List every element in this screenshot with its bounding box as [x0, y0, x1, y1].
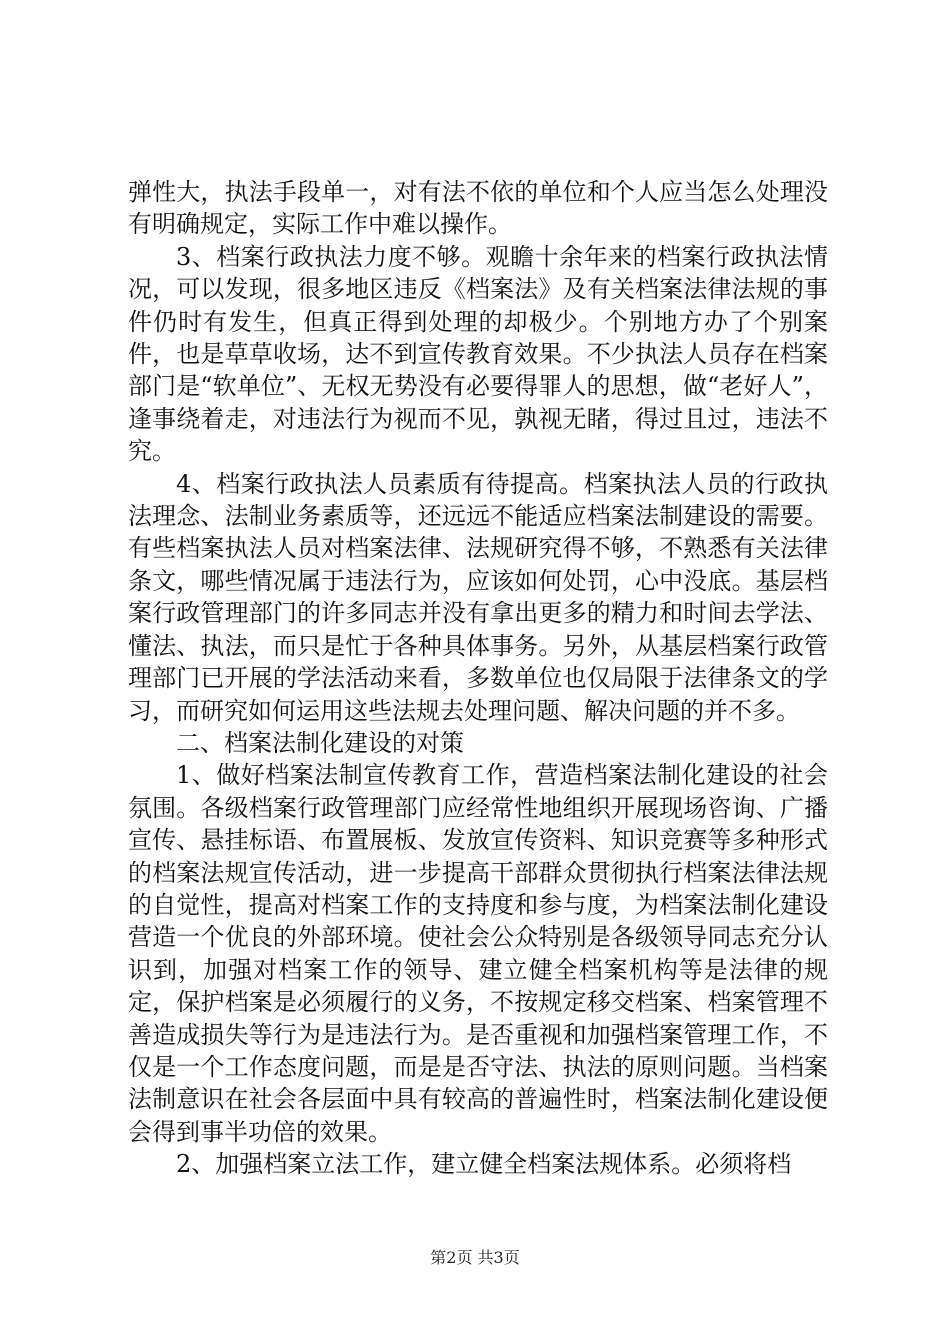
paragraph-point-4: 4、档案行政执法人员素质有待提高。档案执法人员的行政执法理念、法制业务素质等，还远远不能适应档案法制建设的需要。有些档案执法人员对档案法律、法规研究得不够，不熟悉有关法律条文，哪些情况属于违法行为，应该如何处罚，心中没底。基层档案行政管理部门的许多同志并没有拿出更多的精力和时间去学法、懂法、执法，而只是忙于各种具体事务。另外，从基层档案行政管理部门已开展的学法活动来看，多数单位也仅局限于法律条文的学习，而研究如何运用这些法规去处理问题、解决问题的并不多。 — [128, 469, 828, 725]
paragraph-continuation: 弹性大，执法手段单一，对有法不依的单位和个人应当怎么处理没有明确规定，实际工作中难以操作。 — [128, 178, 828, 239]
paragraph-point-3: 3、档案行政执法力度不够。观瞻十余年来的档案行政执法情况，可以发现，很多地区违反《档案法》及有关档案法律法规的事件仍时有发生，但真正得到处理的却极少。个别地方办了个别案件，也是草草收场，达不到宣传教育效果。不少执法人员存在档案部门是“软单位”、无权无势没有必要得罪人的思想，做“老好人”，逢事绕着走，对违法行为视而不见，孰视无睹，得过且过，违法不究。 — [128, 242, 828, 466]
document-body — [128, 176, 828, 1181]
section-heading: 二、档案法制化建设的对策 — [176, 728, 464, 757]
page-number-footer: 第2页 共3页 — [430, 1248, 520, 1267]
paragraph-measure-1: 1、做好档案法制宣传教育工作，营造档案法制化建设的社会氛围。各级档案行政管理部门应经常性地组织开展现场咨询、广播宣传、悬挂标语、布置展板、发放宣传资料、知识竞赛等多种形式的档案法规宣传活动，进一步提高干部群众贯彻执行档案法律法规的自觉性，提高对档案工作的支持度和参与度，为档案法制化建设营造一个优良的外部环境。使社会公众特别是各级领导同志充分认识到，加强对档案工作的领导、建立健全档案机构等是法律的规定，保护档案是必须履行的义务，不按规定移交档案、档案管理不善造成损失等行为是违法行为。是否重视和加强档案管理工作，不仅是一个工作态度问题，而是是否守法、执法的原则问题。当档案法制意识在社会各层面中具有较高的普遍性时，档案法制化建设便会得到事半功倍的效果。 — [128, 761, 828, 1146]
paragraph-measure-2: 2、加强档案立法工作，建立健全档案法规体系。必须将档 — [176, 1150, 792, 1179]
